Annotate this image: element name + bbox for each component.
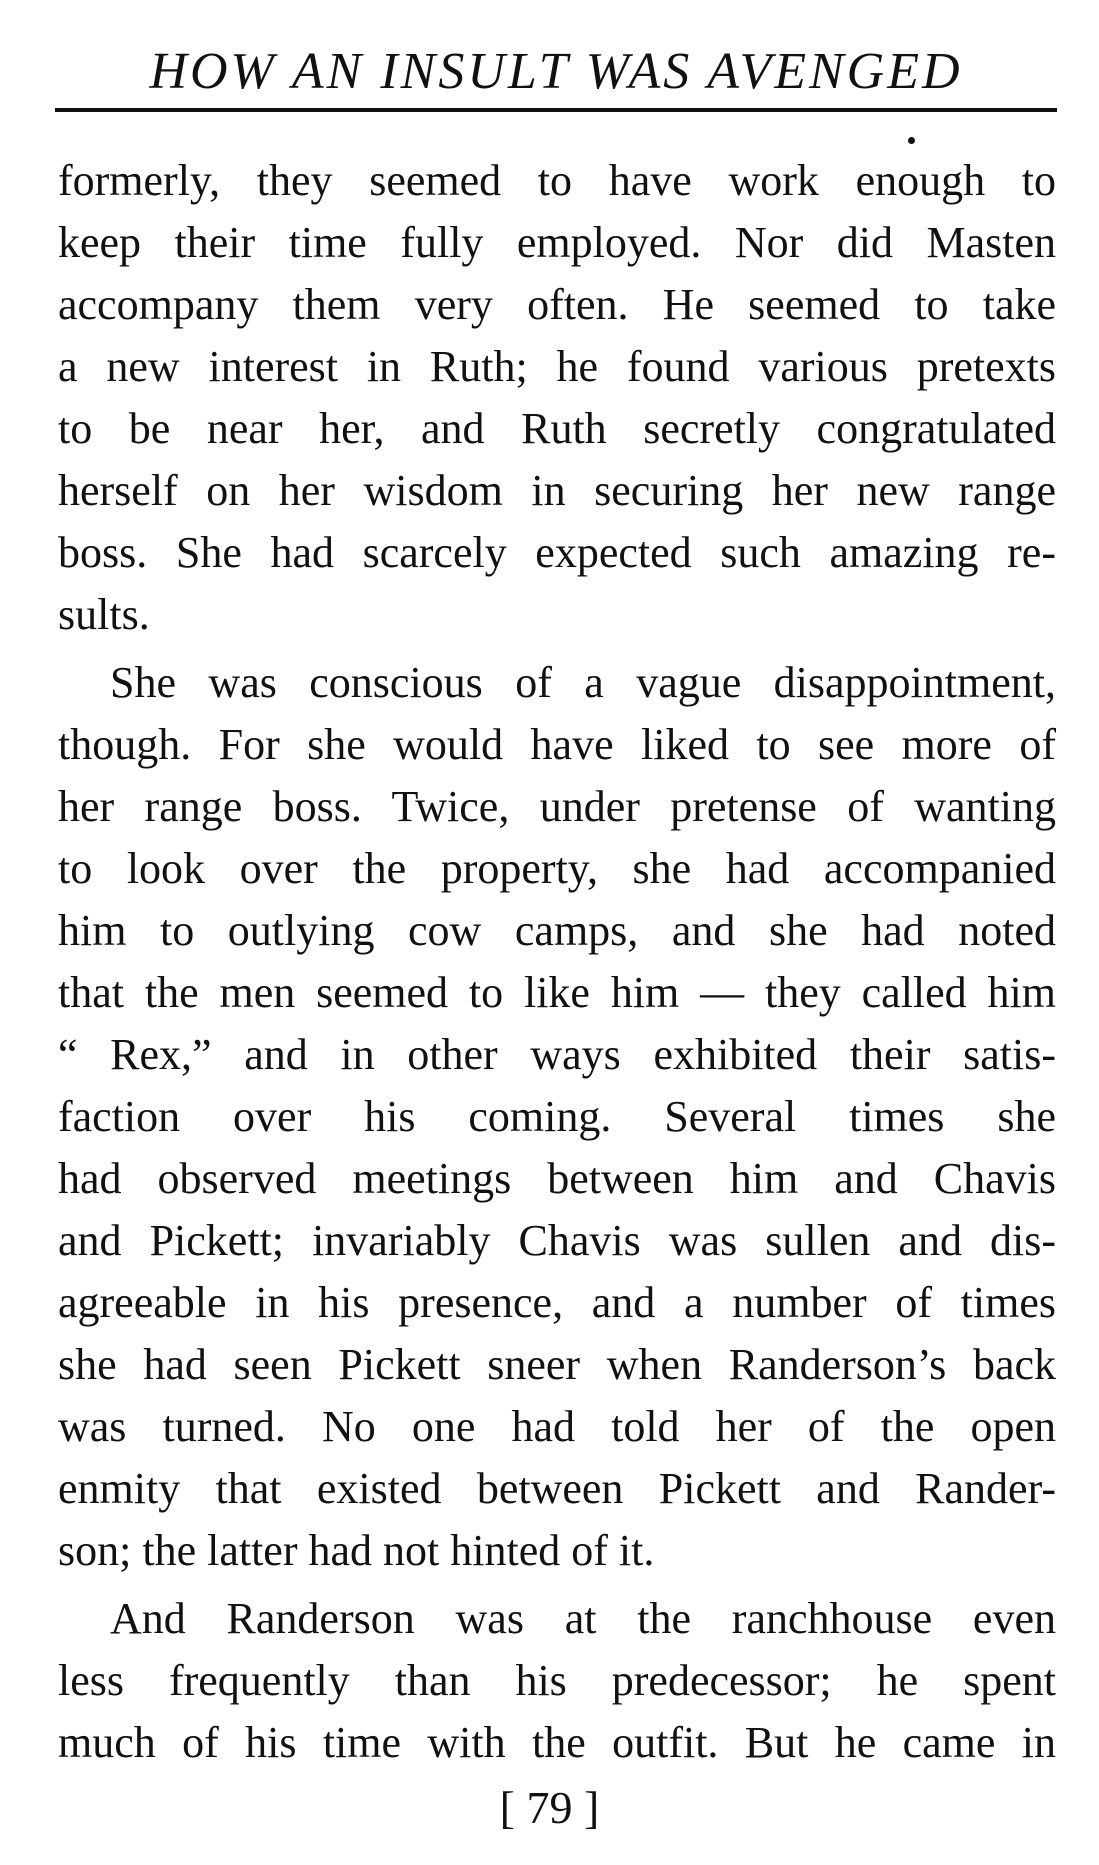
ink-speck [908,137,915,144]
text-line: keep their time fully employed. Nor did Masten [58,218,1056,267]
header-rule [55,108,1057,112]
text-line: agreeable in his presence, and a number of times [58,1278,1056,1327]
text-line: son; the latter had not hinted of it. [58,1526,655,1575]
text-line: to look over the property, she had accompanied [58,844,1056,893]
text-line: less frequently than his predecessor; he spent [58,1656,1056,1705]
text-line: was turned. No one had told her of the open [58,1402,1056,1451]
text-line: She was conscious of a vague disappointment, [110,658,1056,707]
text-line: “ Rex,” and in other ways exhibited their satis- [58,1030,1056,1079]
text-line: a new interest in Ruth; he found various pretexts [58,342,1056,391]
text-line: that the men seemed to like him — they called him [58,968,1056,1017]
text-line: she had seen Pickett sneer when Randerson’s back [58,1340,1056,1389]
text-line: herself on her wisdom in securing her new range [58,466,1056,515]
text-line: had observed meetings between him and Chavis [58,1154,1056,1203]
text-line: sults. [58,590,150,639]
text-line: much of his time with the outfit. But he came in [58,1718,1056,1767]
text-line: and Pickett; invariably Chavis was sullen and dis- [58,1216,1056,1265]
text-line: boss. She had scarcely expected such amazing re- [58,528,1056,577]
text-line: her range boss. Twice, under pretense of wanting [58,782,1056,831]
text-line: him to outlying cow camps, and she had noted [58,906,1056,955]
text-line: formerly, they seemed to have work enough to [58,156,1056,205]
body-text [58,150,1056,1774]
text-line: though. For she would have liked to see more of [58,720,1056,769]
running-head: HOW AN INSULT WAS AVENGED [149,43,963,100]
text-line: accompany them very often. He seemed to take [58,280,1056,329]
text-line: faction over his coming. Several times she [58,1092,1056,1141]
text-line: to be near her, and Ruth secretly congratulated [58,404,1056,453]
page-number: [ 79 ] [499,1782,600,1833]
text-line: enmity that existed between Pickett and Rander- [58,1464,1056,1513]
text-line: And Randerson was at the ranchhouse even [110,1594,1056,1643]
